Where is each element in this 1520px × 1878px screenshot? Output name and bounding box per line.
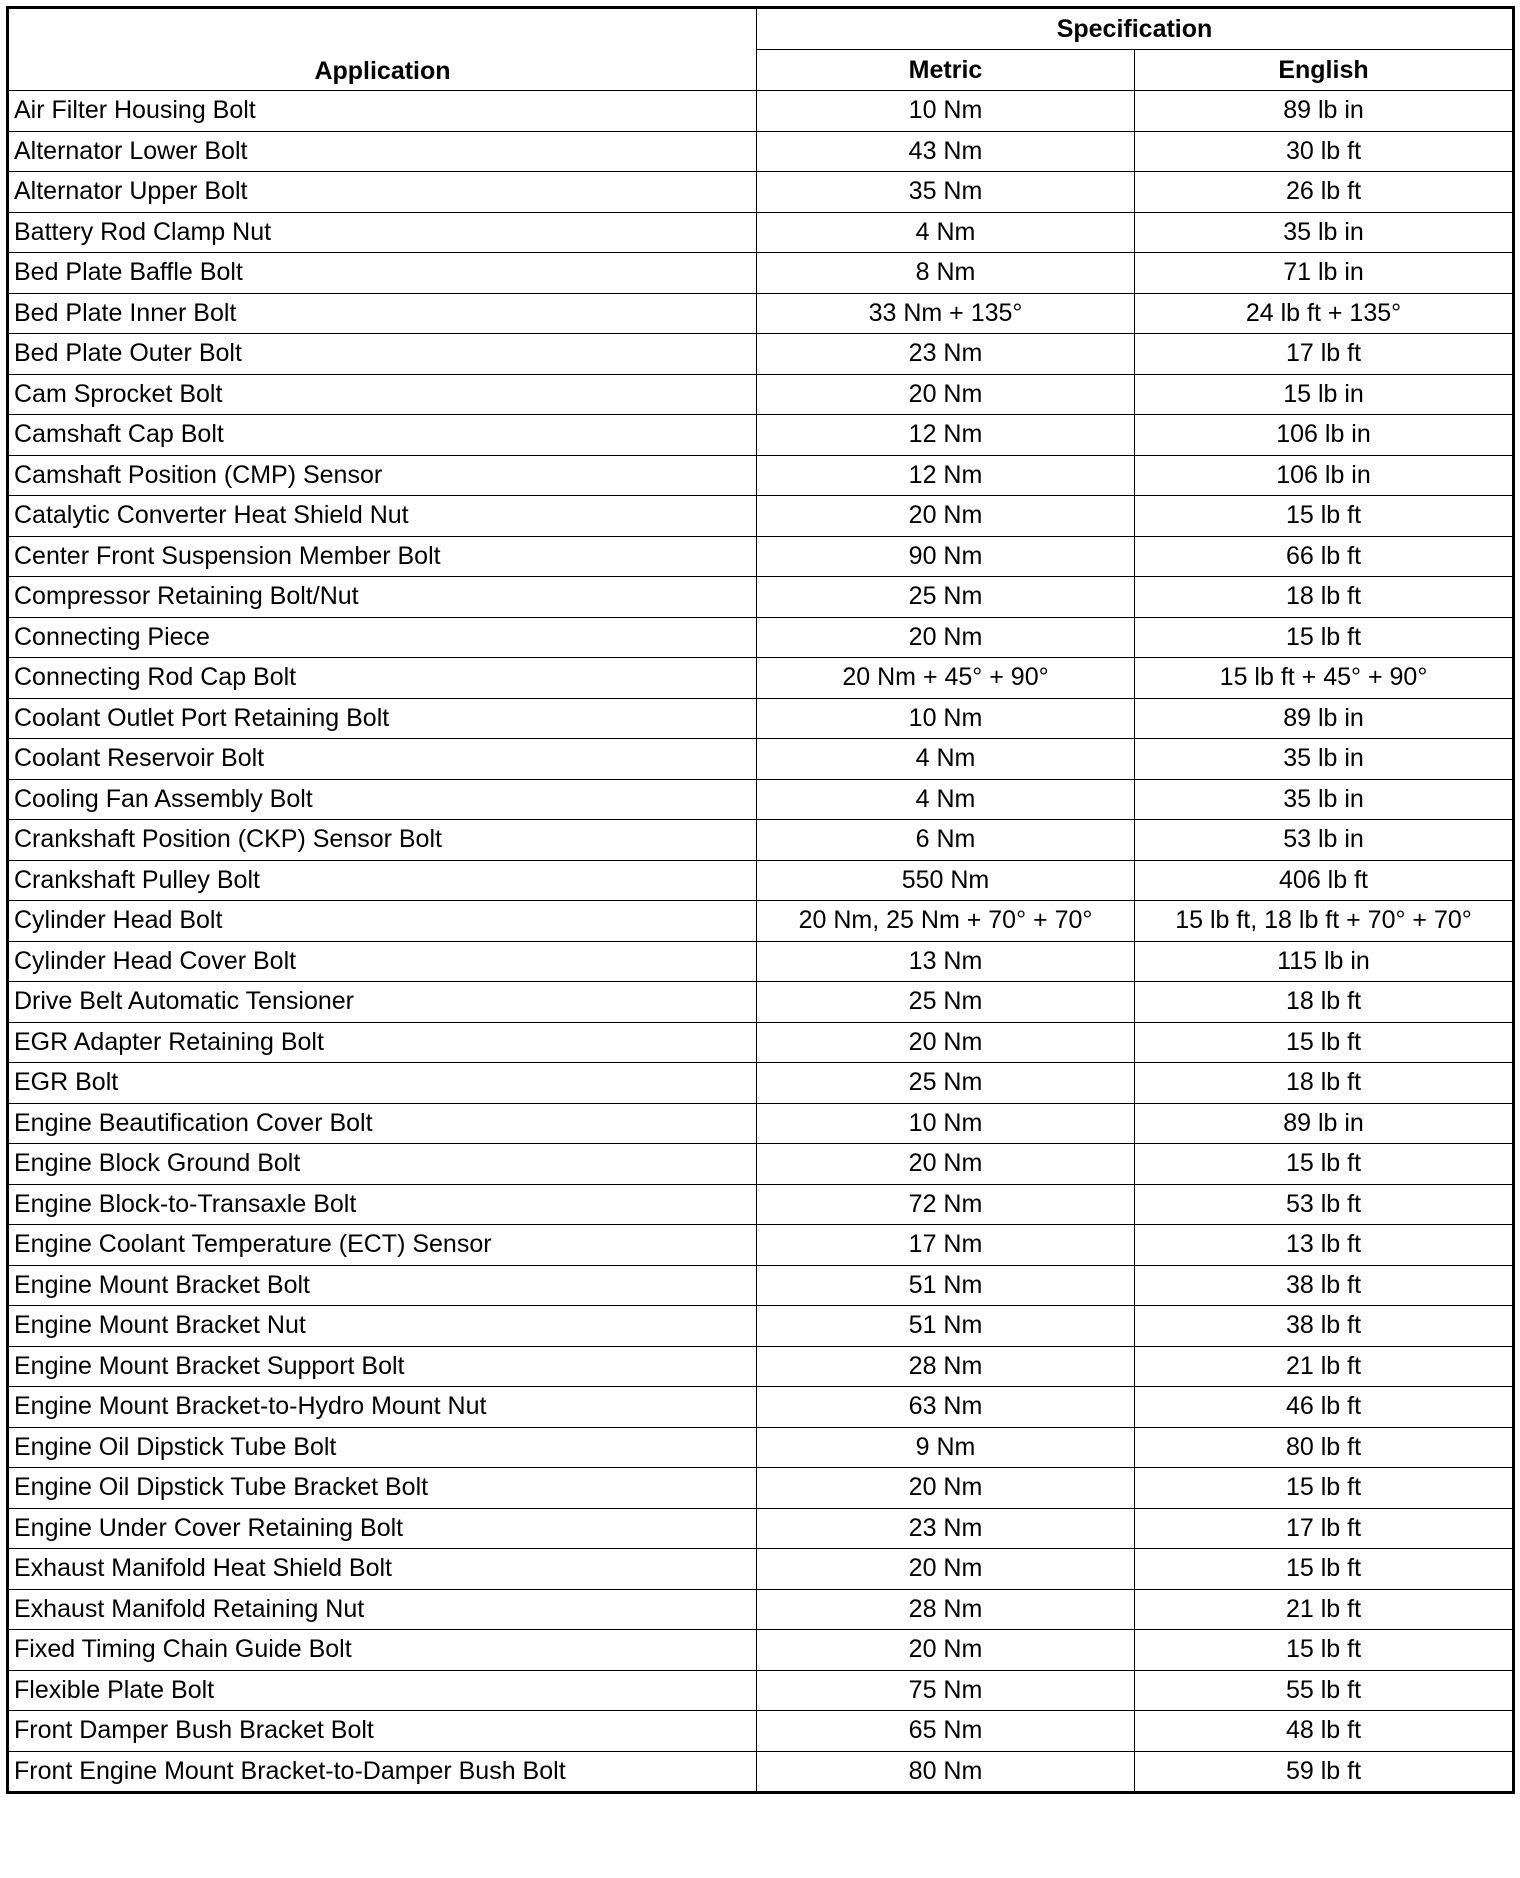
table-row — [8, 860, 1514, 901]
specification-column-header: Specification — [757, 8, 1514, 50]
metric-cell: 4 Nm — [757, 212, 1135, 253]
english-cell: 80 lb ft — [1135, 1427, 1514, 1468]
english-cell: 38 lb ft — [1135, 1265, 1514, 1306]
english-cell: 13 lb ft — [1135, 1225, 1514, 1266]
english-cell: 89 lb in — [1135, 698, 1514, 739]
metric-cell: 65 Nm — [757, 1711, 1135, 1752]
application-cell: EGR Bolt — [8, 1063, 757, 1104]
application-cell: Coolant Outlet Port Retaining Bolt — [8, 698, 757, 739]
application-cell: Exhaust Manifold Retaining Nut — [8, 1589, 757, 1630]
application-cell: Coolant Reservoir Bolt — [8, 739, 757, 780]
english-cell: 106 lb in — [1135, 455, 1514, 496]
english-cell: 15 lb ft — [1135, 496, 1514, 537]
application-cell: Crankshaft Position (CKP) Sensor Bolt — [8, 820, 757, 861]
application-cell: Alternator Lower Bolt — [8, 131, 757, 172]
application-cell: Bed Plate Outer Bolt — [8, 334, 757, 375]
application-cell: Bed Plate Inner Bolt — [8, 293, 757, 334]
table-row — [8, 941, 1514, 982]
table-row — [8, 1751, 1514, 1793]
metric-cell: 10 Nm — [757, 1103, 1135, 1144]
metric-cell: 13 Nm — [757, 941, 1135, 982]
application-cell: Engine Mount Bracket-to-Hydro Mount Nut — [8, 1387, 757, 1428]
metric-cell: 28 Nm — [757, 1589, 1135, 1630]
table-row — [8, 1630, 1514, 1671]
metric-cell: 9 Nm — [757, 1427, 1135, 1468]
table-row — [8, 1508, 1514, 1549]
metric-cell: 20 Nm — [757, 1549, 1135, 1590]
application-cell: Crankshaft Pulley Bolt — [8, 860, 757, 901]
application-cell: Alternator Upper Bolt — [8, 172, 757, 213]
application-cell: Flexible Plate Bolt — [8, 1670, 757, 1711]
english-cell: 15 lb ft — [1135, 1549, 1514, 1590]
table-row — [8, 1387, 1514, 1428]
table-row — [8, 91, 1514, 132]
table-row — [8, 820, 1514, 861]
metric-cell: 20 Nm — [757, 617, 1135, 658]
header-row-top — [8, 8, 1514, 50]
metric-cell: 20 Nm — [757, 496, 1135, 537]
metric-cell: 17 Nm — [757, 1225, 1135, 1266]
metric-cell: 20 Nm, 25 Nm + 70° + 70° — [757, 901, 1135, 942]
table-row — [8, 212, 1514, 253]
table-row — [8, 496, 1514, 537]
english-cell: 21 lb ft — [1135, 1589, 1514, 1630]
table-row — [8, 1144, 1514, 1185]
application-cell: Engine Mount Bracket Support Bolt — [8, 1346, 757, 1387]
application-cell: Air Filter Housing Bolt — [8, 91, 757, 132]
english-cell: 15 lb ft — [1135, 617, 1514, 658]
metric-cell: 51 Nm — [757, 1265, 1135, 1306]
application-cell: Engine Under Cover Retaining Bolt — [8, 1508, 757, 1549]
metric-cell: 28 Nm — [757, 1346, 1135, 1387]
english-cell: 15 lb ft, 18 lb ft + 70° + 70° — [1135, 901, 1514, 942]
metric-cell: 90 Nm — [757, 536, 1135, 577]
table-row — [8, 739, 1514, 780]
english-cell: 26 lb ft — [1135, 172, 1514, 213]
application-cell: Front Engine Mount Bracket-to-Damper Bush Bolt — [8, 1751, 757, 1793]
table-header — [8, 8, 1514, 91]
application-cell: Engine Mount Bracket Nut — [8, 1306, 757, 1347]
english-cell: 53 lb ft — [1135, 1184, 1514, 1225]
table-row — [8, 1063, 1514, 1104]
table-row — [8, 1306, 1514, 1347]
english-cell: 71 lb in — [1135, 253, 1514, 294]
metric-cell: 10 Nm — [757, 91, 1135, 132]
table-row — [8, 658, 1514, 699]
table-row — [8, 536, 1514, 577]
english-cell: 46 lb ft — [1135, 1387, 1514, 1428]
application-cell: Engine Block-to-Transaxle Bolt — [8, 1184, 757, 1225]
table-body — [8, 91, 1514, 1793]
english-cell: 106 lb in — [1135, 415, 1514, 456]
english-cell: 115 lb in — [1135, 941, 1514, 982]
metric-cell: 4 Nm — [757, 739, 1135, 780]
english-cell: 17 lb ft — [1135, 334, 1514, 375]
application-cell: Bed Plate Baffle Bolt — [8, 253, 757, 294]
english-cell: 15 lb ft — [1135, 1022, 1514, 1063]
application-cell: Exhaust Manifold Heat Shield Bolt — [8, 1549, 757, 1590]
english-cell: 35 lb in — [1135, 779, 1514, 820]
metric-cell: 80 Nm — [757, 1751, 1135, 1793]
application-cell: Engine Beautification Cover Bolt — [8, 1103, 757, 1144]
table-row — [8, 1346, 1514, 1387]
metric-cell: 12 Nm — [757, 415, 1135, 456]
application-cell: Drive Belt Automatic Tensioner — [8, 982, 757, 1023]
metric-cell: 63 Nm — [757, 1387, 1135, 1428]
metric-cell: 51 Nm — [757, 1306, 1135, 1347]
application-cell: Front Damper Bush Bracket Bolt — [8, 1711, 757, 1752]
metric-cell: 20 Nm — [757, 1630, 1135, 1671]
metric-cell: 35 Nm — [757, 172, 1135, 213]
english-cell: 89 lb in — [1135, 91, 1514, 132]
english-cell: 18 lb ft — [1135, 982, 1514, 1023]
fastener-spec-table — [6, 6, 1515, 1794]
table-row — [8, 901, 1514, 942]
table-row — [8, 374, 1514, 415]
application-cell: Engine Block Ground Bolt — [8, 1144, 757, 1185]
english-cell: 55 lb ft — [1135, 1670, 1514, 1711]
application-cell: Catalytic Converter Heat Shield Nut — [8, 496, 757, 537]
english-cell: 15 lb ft — [1135, 1144, 1514, 1185]
english-cell: 18 lb ft — [1135, 577, 1514, 618]
application-cell: Battery Rod Clamp Nut — [8, 212, 757, 253]
table-row — [8, 1225, 1514, 1266]
application-cell: Center Front Suspension Member Bolt — [8, 536, 757, 577]
application-cell: Fixed Timing Chain Guide Bolt — [8, 1630, 757, 1671]
metric-cell: 20 Nm + 45° + 90° — [757, 658, 1135, 699]
metric-cell: 43 Nm — [757, 131, 1135, 172]
metric-cell: 20 Nm — [757, 1022, 1135, 1063]
metric-cell: 550 Nm — [757, 860, 1135, 901]
english-cell: 38 lb ft — [1135, 1306, 1514, 1347]
application-cell: Cam Sprocket Bolt — [8, 374, 757, 415]
application-cell: Camshaft Cap Bolt — [8, 415, 757, 456]
table-row — [8, 1427, 1514, 1468]
english-cell: 21 lb ft — [1135, 1346, 1514, 1387]
english-cell: 15 lb ft — [1135, 1468, 1514, 1509]
metric-cell: 72 Nm — [757, 1184, 1135, 1225]
metric-cell: 20 Nm — [757, 1468, 1135, 1509]
english-cell: 35 lb in — [1135, 739, 1514, 780]
table-row — [8, 1589, 1514, 1630]
english-cell: 59 lb ft — [1135, 1751, 1514, 1793]
metric-cell: 4 Nm — [757, 779, 1135, 820]
metric-cell: 25 Nm — [757, 577, 1135, 618]
english-cell: 35 lb in — [1135, 212, 1514, 253]
table-row — [8, 779, 1514, 820]
table-row — [8, 1103, 1514, 1144]
english-cell: 48 lb ft — [1135, 1711, 1514, 1752]
table-row — [8, 1022, 1514, 1063]
english-column-header: English — [1135, 50, 1514, 91]
application-cell: Connecting Rod Cap Bolt — [8, 658, 757, 699]
application-cell: Cylinder Head Bolt — [8, 901, 757, 942]
table-row — [8, 131, 1514, 172]
table-row — [8, 1265, 1514, 1306]
english-cell: 89 lb in — [1135, 1103, 1514, 1144]
application-cell: Cylinder Head Cover Bolt — [8, 941, 757, 982]
table-row — [8, 253, 1514, 294]
table-row — [8, 334, 1514, 375]
metric-cell: 25 Nm — [757, 1063, 1135, 1104]
english-cell: 53 lb in — [1135, 820, 1514, 861]
metric-column-header: Metric — [757, 50, 1135, 91]
english-cell: 18 lb ft — [1135, 1063, 1514, 1104]
metric-cell: 10 Nm — [757, 698, 1135, 739]
english-cell: 30 lb ft — [1135, 131, 1514, 172]
table-row — [8, 577, 1514, 618]
metric-cell: 33 Nm + 135° — [757, 293, 1135, 334]
application-cell: EGR Adapter Retaining Bolt — [8, 1022, 757, 1063]
metric-cell: 6 Nm — [757, 820, 1135, 861]
table-row — [8, 293, 1514, 334]
metric-cell: 20 Nm — [757, 374, 1135, 415]
table-row — [8, 617, 1514, 658]
application-cell: Camshaft Position (CMP) Sensor — [8, 455, 757, 496]
table-row — [8, 1670, 1514, 1711]
table-row — [8, 1184, 1514, 1225]
application-cell: Cooling Fan Assembly Bolt — [8, 779, 757, 820]
english-cell: 15 lb ft — [1135, 1630, 1514, 1671]
application-cell: Connecting Piece — [8, 617, 757, 658]
table-row — [8, 1468, 1514, 1509]
table-row — [8, 172, 1514, 213]
application-cell: Engine Mount Bracket Bolt — [8, 1265, 757, 1306]
application-cell: Compressor Retaining Bolt/Nut — [8, 577, 757, 618]
application-cell: Engine Oil Dipstick Tube Bolt — [8, 1427, 757, 1468]
metric-cell: 12 Nm — [757, 455, 1135, 496]
metric-cell: 23 Nm — [757, 1508, 1135, 1549]
english-cell: 66 lb ft — [1135, 536, 1514, 577]
table-row — [8, 1711, 1514, 1752]
english-cell: 24 lb ft + 135° — [1135, 293, 1514, 334]
metric-cell: 25 Nm — [757, 982, 1135, 1023]
application-cell: Engine Coolant Temperature (ECT) Sensor — [8, 1225, 757, 1266]
table-row — [8, 455, 1514, 496]
english-cell: 15 lb ft + 45° + 90° — [1135, 658, 1514, 699]
metric-cell: 20 Nm — [757, 1144, 1135, 1185]
english-cell: 17 lb ft — [1135, 1508, 1514, 1549]
table-row — [8, 1549, 1514, 1590]
metric-cell: 75 Nm — [757, 1670, 1135, 1711]
english-cell: 15 lb in — [1135, 374, 1514, 415]
metric-cell: 8 Nm — [757, 253, 1135, 294]
english-cell: 406 lb ft — [1135, 860, 1514, 901]
application-column-header: Application — [8, 8, 757, 91]
table-row — [8, 415, 1514, 456]
table-row — [8, 982, 1514, 1023]
table-row — [8, 698, 1514, 739]
application-cell: Engine Oil Dipstick Tube Bracket Bolt — [8, 1468, 757, 1509]
metric-cell: 23 Nm — [757, 334, 1135, 375]
